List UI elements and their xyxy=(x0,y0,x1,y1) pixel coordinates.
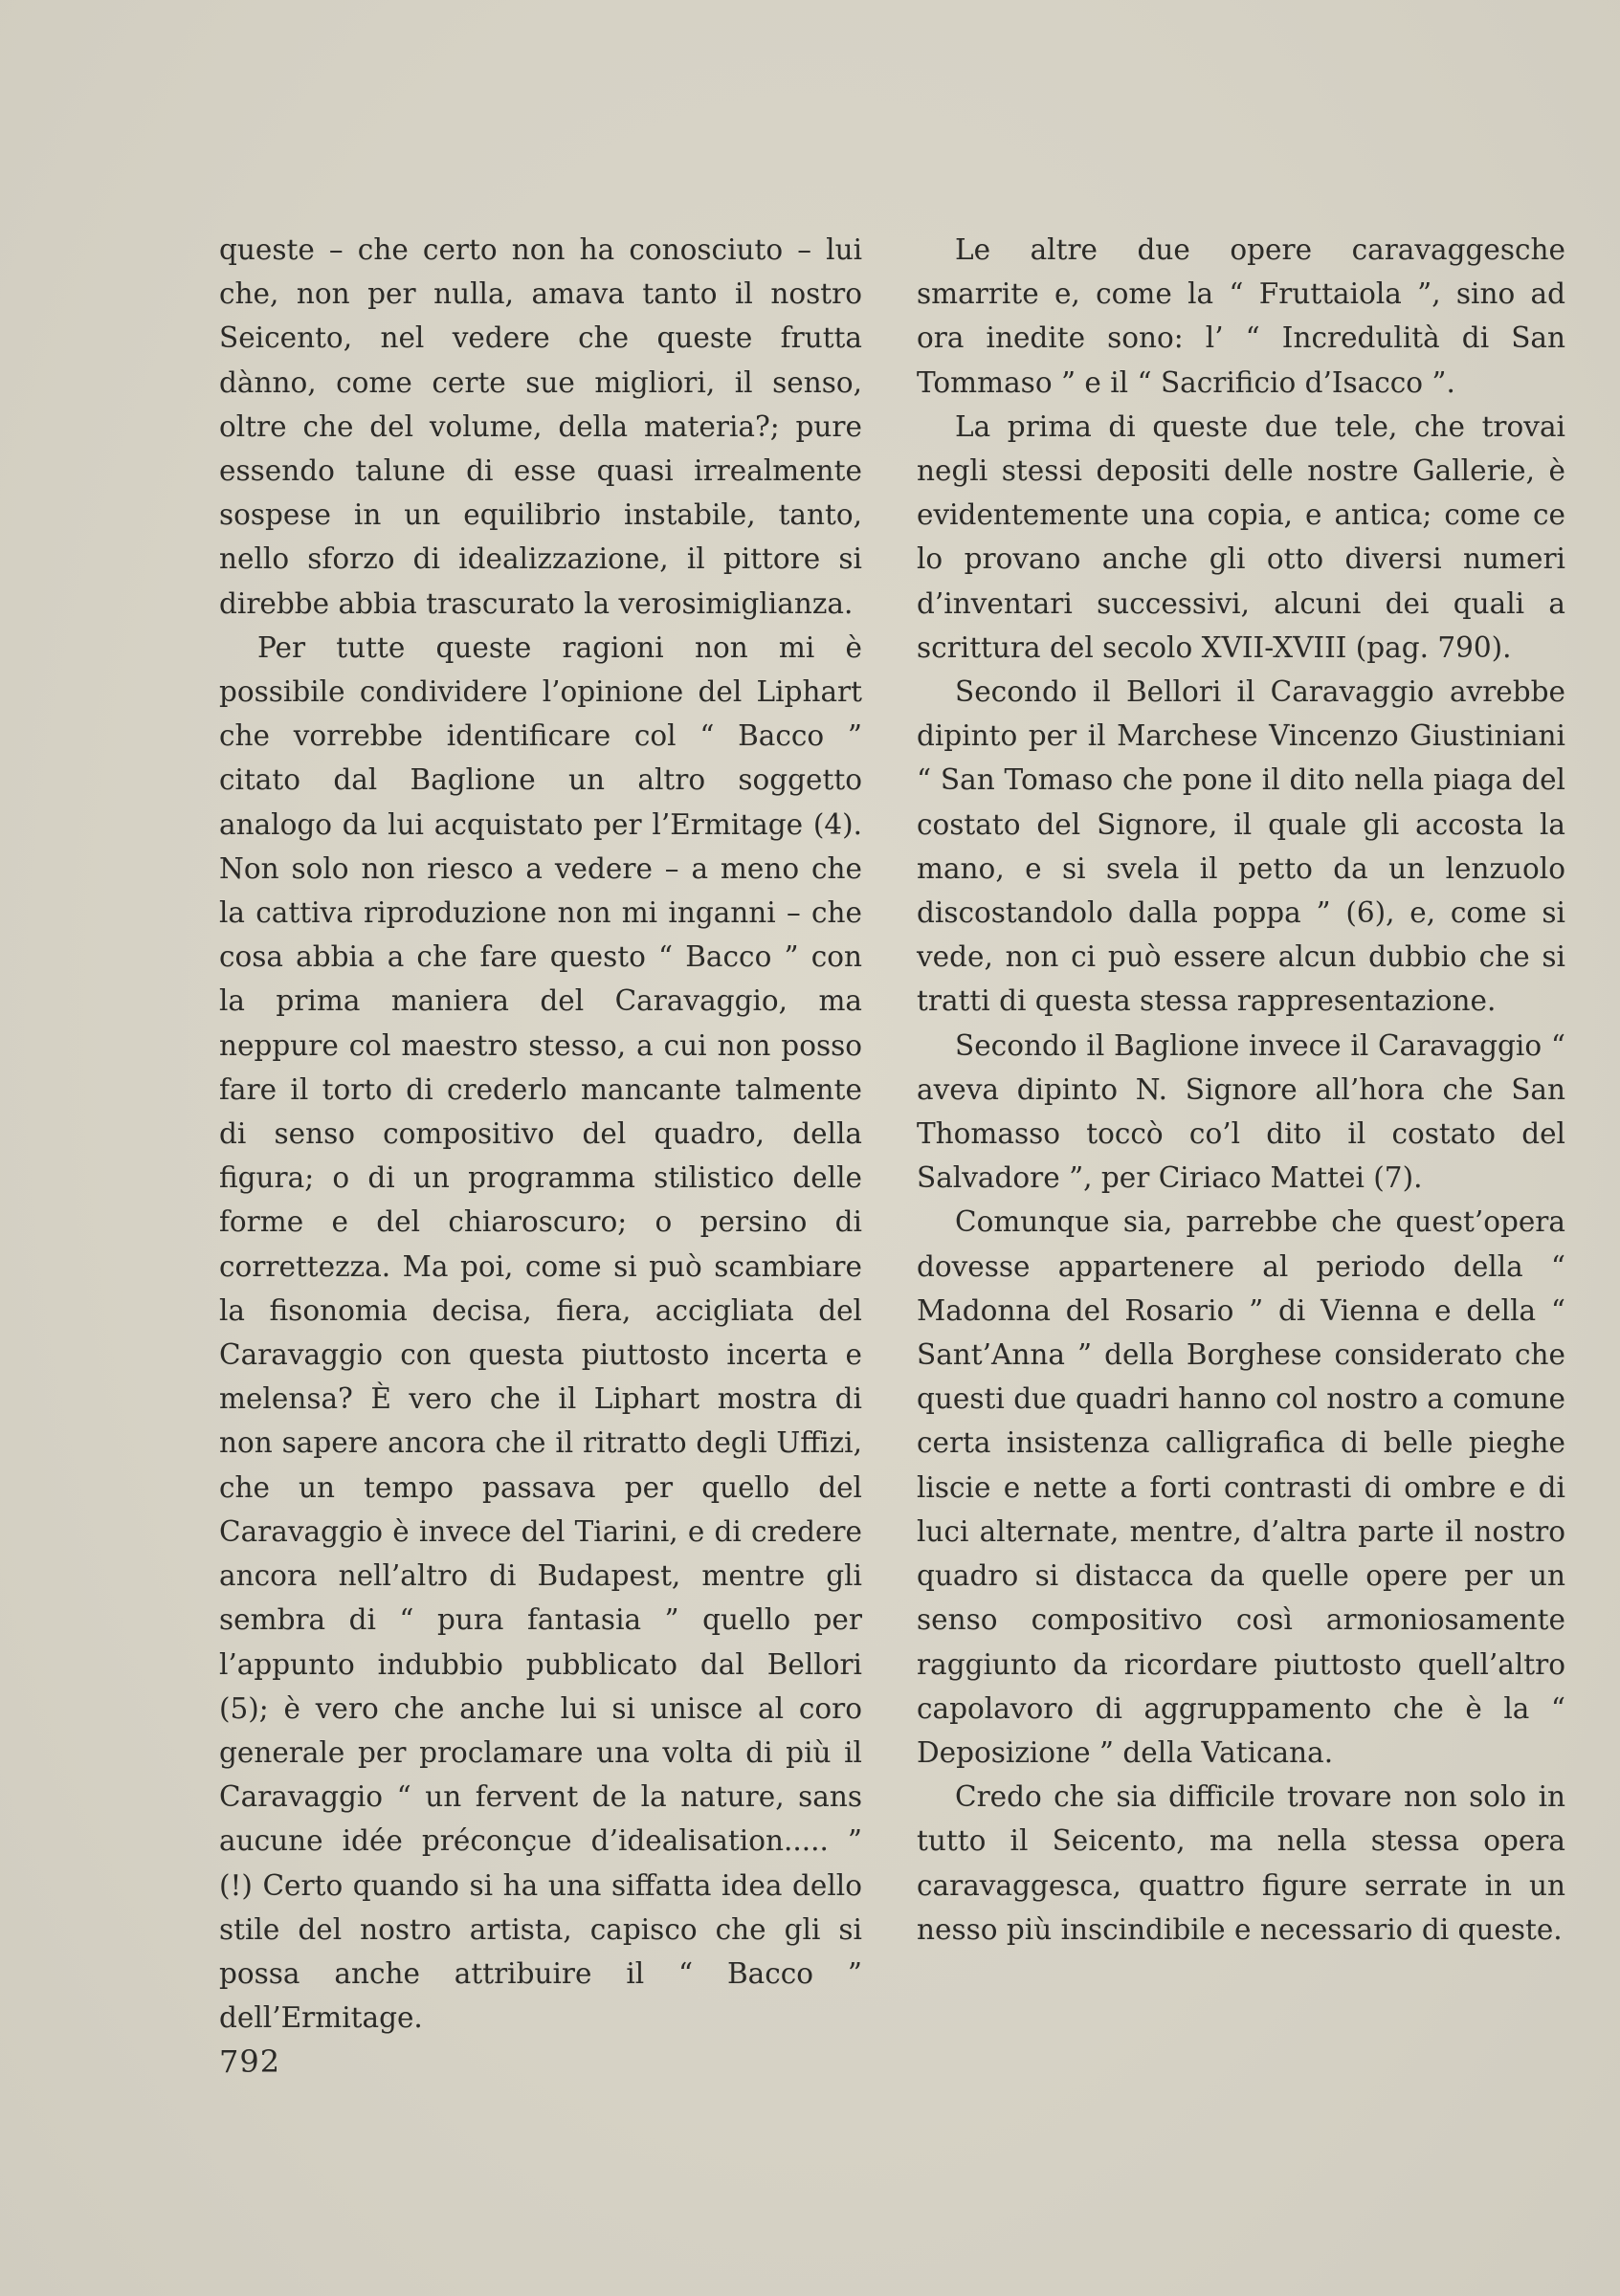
paragraph: Comunque sia, parrebbe che quest’opera dovesse appartenere al periodo della “ Madonna del Rosario ” di Vienna e della “ Sant’Anna ” della Borghese considerato che questi due quadri hanno col nostro a comune certa insistenza calligrafica di belle pieghe liscie e nette a forti contrasti di ombre e di luci alternate, mentre, d’altra parte il nostro quadro si distacca da quelle opere per un senso compositivo così armoniosamente raggiunto da ricordare piuttosto quell’altro capolavoro di aggruppamento che è la “ Deposizione ” della Vaticana. xyxy=(917,1205,1565,1769)
page-number: 792 xyxy=(219,2043,281,2080)
paragraph: Secondo il Bellori il Caravaggio avrebbe dipinto per il Marchese Vincenzo Giustiniani “ San Tomaso che pone il dito nella piaga del costato del Signore, il quale gli accosta la mano, e si svela il petto da un lenzuolo discostandolo dalla poppa ” (6), e, come si vede, non ci può essere alcun dubbio che si tratti di questa stessa rappresentazione. xyxy=(917,675,1565,1018)
paragraph: Secondo il Baglione invece il Caravaggio “ aveva dipinto N. Signore all’hora che San Thomasso toccò co’l dito il costato del Salvadore ”, per Ciriaco Mattei (7). xyxy=(917,1028,1565,1195)
right-text-column xyxy=(917,228,1565,1952)
paragraph: Per tutte queste ragioni non mi è possibile condividere l’opinione del Liphart che vorrebbe identificare col “ Bacco ” citato dal Baglione un altro soggetto analogo da lui acquistato per l’Ermitage (4). Non solo non riesco a vedere – a meno che la cattiva riproduzione non mi inganni – che cosa abbia a che fare questo “ Bacco ” con la prima maniera del Caravaggio, ma neppure col maestro stesso, a cui non posso fare il torto di crederlo mancante talmente di senso compositivo del quadro, della figura; o di un programma stilistico delle forme e del chiaroscuro; o persino di correttezza. Ma poi, come si può scambiare la fisonomia decisa, fiera, accigliata del Caravaggio con questa piuttosto incerta e melensa? È vero che il Liphart mostra di non sapere ancora che il ritratto degli Uffizi, che un tempo passava per quello del Caravaggio è invece del Tiarini, e di credere ancora nell’altro di Budapest, mentre gli sembra di “ pura fantasia ” quello per l’appunto indubbio pubblicato dal Bellori (5); è vero che anche lui si unisce al coro generale per proclamare una volta di più il Caravaggio “ un fervent de la nature, sans aucune idée préconçue d’idealisation..... ” (!) Certo quando si ha una siffatta idea dello stile del nostro artista, capisco che gli si possa anche attribuire il “ Bacco ” dell’Ermitage. xyxy=(219,630,862,2035)
left-text-column xyxy=(219,228,862,2040)
paragraph: La prima di queste due tele, che trovai negli stessi depositi delle nostre Gallerie, è evidentemente una copia, e antica; come ce lo provano anche gli otto diversi numeri d’inventari successivi, alcuni dei quali a scrittura del secolo XVII-XVIII (pag. 790). xyxy=(917,409,1565,664)
paragraph: Credo che sia difficile trovare non solo in tutto il Seicento, ma nella stessa opera caravaggesca, quattro figure serrate in un nesso più inscindibile e necessario di queste. xyxy=(917,1780,1565,1946)
paragraph: Le altre due opere caravaggesche smarrite e, come la “ Fruttaiola ”, sino ad ora inedite sono: l’ “ Incredulità di San Tommaso ” e il “ Sacrificio d’Isacco ”. xyxy=(917,233,1565,399)
paragraph: queste – che certo non ha conosciuto – lui che, non per nulla, amava tanto il nostro Seicento, nel vedere che queste frutta dànno, come certe sue migliori, il senso, oltre che del volume, della materia?; pure essendo talune di esse quasi irrealmente sospese in un equilibrio instabile, tanto, nello sforzo di idealizzazione, il pittore si direbbe abbia trascurato la verosimiglianza. xyxy=(219,233,862,620)
